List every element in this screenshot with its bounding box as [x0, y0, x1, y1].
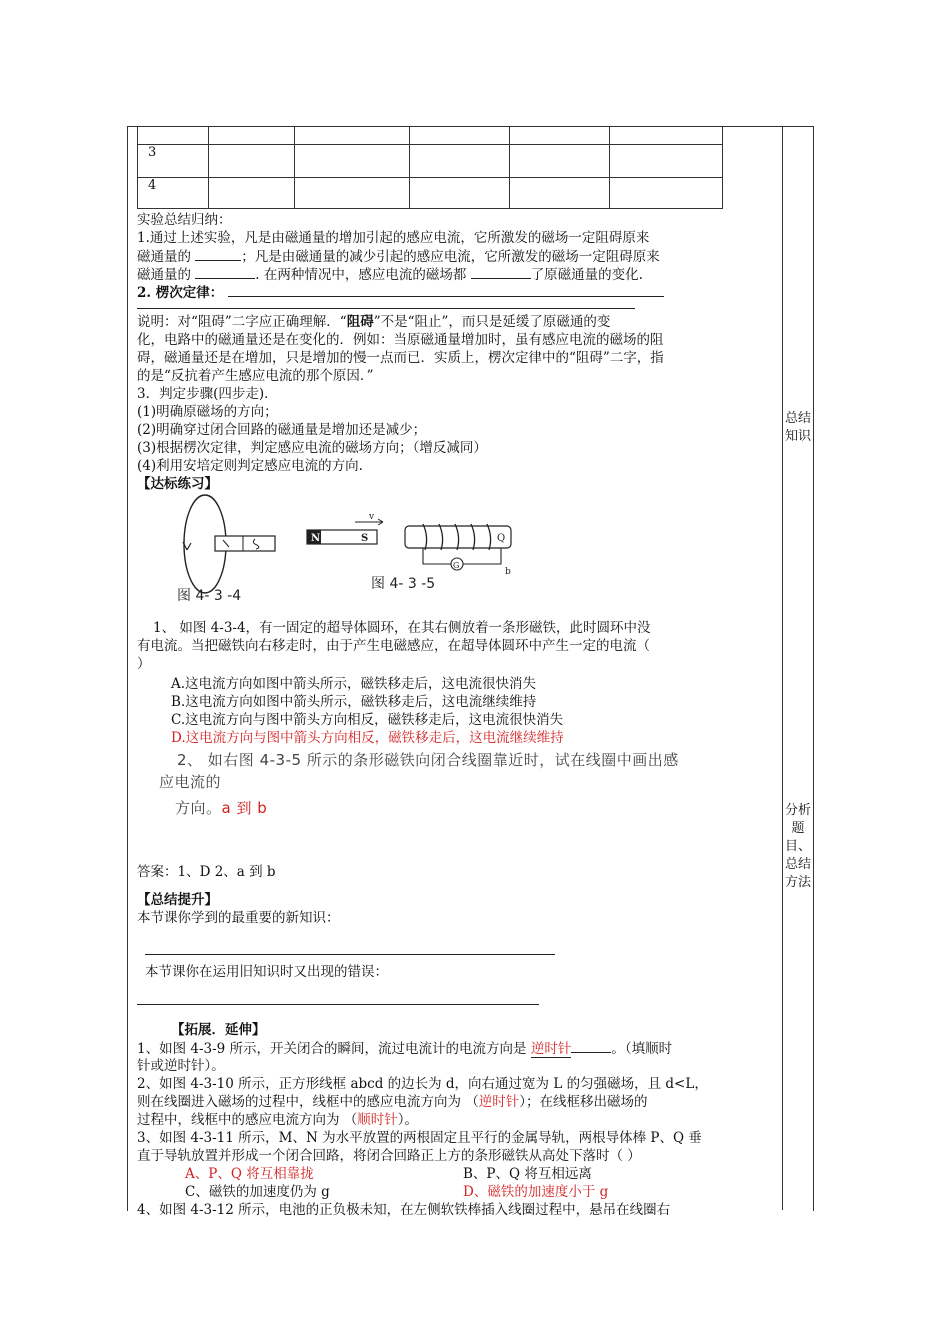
summary-line: 1.通过上述实验，凡是由磁通量的增加引起的感应电流，它所激发的磁场一定阻碍原来 [137, 230, 650, 246]
option-b: B.这电流方向如图中箭头所示，磁铁移走后，这电流继续维持 [171, 694, 537, 710]
extend-q3-option-d: D、磁铁的加速度小于 g [463, 1184, 609, 1200]
answer-blank[interactable] [195, 248, 241, 261]
option-a: A.这电流方向如图中箭头所示，磁铁移走后，这电流很快消失 [171, 676, 537, 692]
option-c: C.这电流方向与图中箭头方向相反，磁铁移走后，这电流很快消失 [171, 712, 564, 728]
review-heading: 【总结提升】 [137, 892, 218, 908]
figure-caption: 图 4- 3 -4 [177, 588, 242, 604]
answer-blank[interactable] [145, 942, 555, 955]
answer-blank[interactable] [195, 266, 255, 279]
side-column [782, 126, 813, 1210]
step-line: (1)明确原磁场的方向； [137, 404, 278, 420]
question-1: 有电流。当把磁铁向右移走时，由于产生电磁感应，在超导体圆环中产生一定的电流（ [137, 638, 650, 654]
note-line: 碍，磁通量还是在增加，只是增加的慢一点而已．实质上，楞次定律中的“阻碍”二字，指 [137, 350, 664, 366]
answer-blank[interactable] [137, 296, 635, 309]
question-2: 应电流的 [159, 773, 222, 791]
question-2: 2、 如右图 4-3-5 所示的条形磁铁向闭合线圈靠近时，试在线圈中画出感 [177, 751, 679, 769]
summary-line: 磁通量的 . 在两种情况中，感应电流的磁场都 了原磁通量的变化. [137, 267, 643, 283]
extend-q4: 4、如图 4-3-12 所示，电池的正负极未知，在左侧软铁棒插入线圈过程中，悬吊在线圈右 [137, 1202, 671, 1218]
extend-q3-option-b: B、P、Q 将互相远离 [463, 1166, 592, 1182]
step-line: (2)明确穿过闭合回路的磁通量是增加还是减少； [137, 422, 427, 438]
review-question: 本节课你在运用旧知识时又出现的错误： [145, 964, 388, 980]
coil-q-label: Q [497, 533, 506, 544]
magnet-n-label: N [311, 533, 321, 544]
note-line: 化，电路中的磁通量还是在变化的．例如：当原磁通量增加时，虽有感应电流的磁场的阻 [137, 332, 664, 348]
practice-heading: 【达标练习】 [137, 476, 218, 492]
step-line: (3)根据楞次定律，判定感应电流的磁场方向；（增反减同） [137, 440, 487, 456]
point-b-label: b [505, 567, 511, 577]
step-line: (4)利用安培定则判定感应电流的方向. [137, 458, 363, 474]
option-d-correct: D.这电流方向与图中箭头方向相反，磁铁移走后，这电流继续维持 [171, 730, 564, 746]
table-cell [138, 127, 209, 145]
summary-title: 实验总结归纳： [137, 212, 232, 228]
answer-blank[interactable] [137, 992, 539, 1005]
experiment-table [137, 126, 723, 209]
question-1: ） [137, 656, 151, 672]
extend-q1: 1、如图 4-3-9 所示，开关闭合的瞬间，流过电流计的电流方向是 逆时针 。（填顺时 [137, 1041, 673, 1057]
extend-heading: 【拓展．延伸】 [171, 1022, 266, 1038]
extend-q3: 直于导轨放置并形成一个闭合回路，将闭合回路正上方的条形磁铁从高处下落时（ ） [137, 1148, 641, 1164]
note-line: 的是“反抗着产生感应电流的那个原因．” [137, 368, 374, 384]
extend-q3: 3、如图 4-3-11 所示，M、N 为水平放置的两根固定且平行的金属导轨，两根导体棒 P、Q 垂 [137, 1130, 702, 1146]
table-row-label: 3 [138, 145, 209, 178]
extend-q2: 过程中，线框中的感应电流方向为 （顺时针）。 [137, 1112, 419, 1128]
magnet-s-label: S [361, 533, 369, 544]
figure-coil-magnet [297, 508, 557, 578]
extend-q3-option-c: C、磁铁的加速度仍为 g [185, 1184, 330, 1200]
answer-key: 答案：1、D 2、a 到 b [137, 864, 276, 880]
bar-magnet [215, 536, 275, 551]
step-line: 3．判定步骤(四步走)． [137, 386, 278, 402]
extend-q3-option-a: A、P、Q 将互相靠拢 [185, 1166, 314, 1182]
galvanometer-label: G [453, 561, 460, 570]
extend-q2: 2、如图 4-3-10 所示，正方形线框 abcd 的边长为 d，向右通过宽为 L 的匀强磁场，且 d<L， [137, 1076, 708, 1092]
side-label-summary: 总结知识 [784, 411, 811, 444]
question-1: 1、 如图 4-3-4，有一固定的超导体圆环，在其右侧放着一条形磁铁，此时圆环中没 [153, 620, 651, 636]
extend-q1: 针或逆时针）。 [137, 1058, 225, 1074]
question-2: 方向。a 到 b [175, 799, 268, 817]
side-label-method: 分析题目、总结方法 [784, 803, 811, 890]
review-question: 本节课你学到的最重要的新知识： [137, 910, 340, 926]
velocity-label: v [369, 512, 375, 522]
table-row-label: 4 [138, 178, 209, 209]
figure-caption: 图 4- 3 -5 [371, 576, 436, 592]
lenz-law-line: 2. 楞次定律： [137, 284, 664, 302]
extend-q2: 则在线圈进入磁场的过程中，线框中的感应电流方向为 （逆时针）；在线框移出磁场的 [137, 1094, 648, 1110]
answer-blank[interactable] [471, 266, 531, 279]
note-line: 说明：对“阻碍”二字应正确理解．“阻碍”不是“阻止”，而只是延缓了原磁通的变 [137, 314, 611, 330]
summary-line: 磁通量的 ；凡是由磁通量的减少引起的感应电流，它所激发的磁场一定阻碍原来 [137, 249, 660, 265]
figure-ring-magnet [179, 492, 289, 602]
